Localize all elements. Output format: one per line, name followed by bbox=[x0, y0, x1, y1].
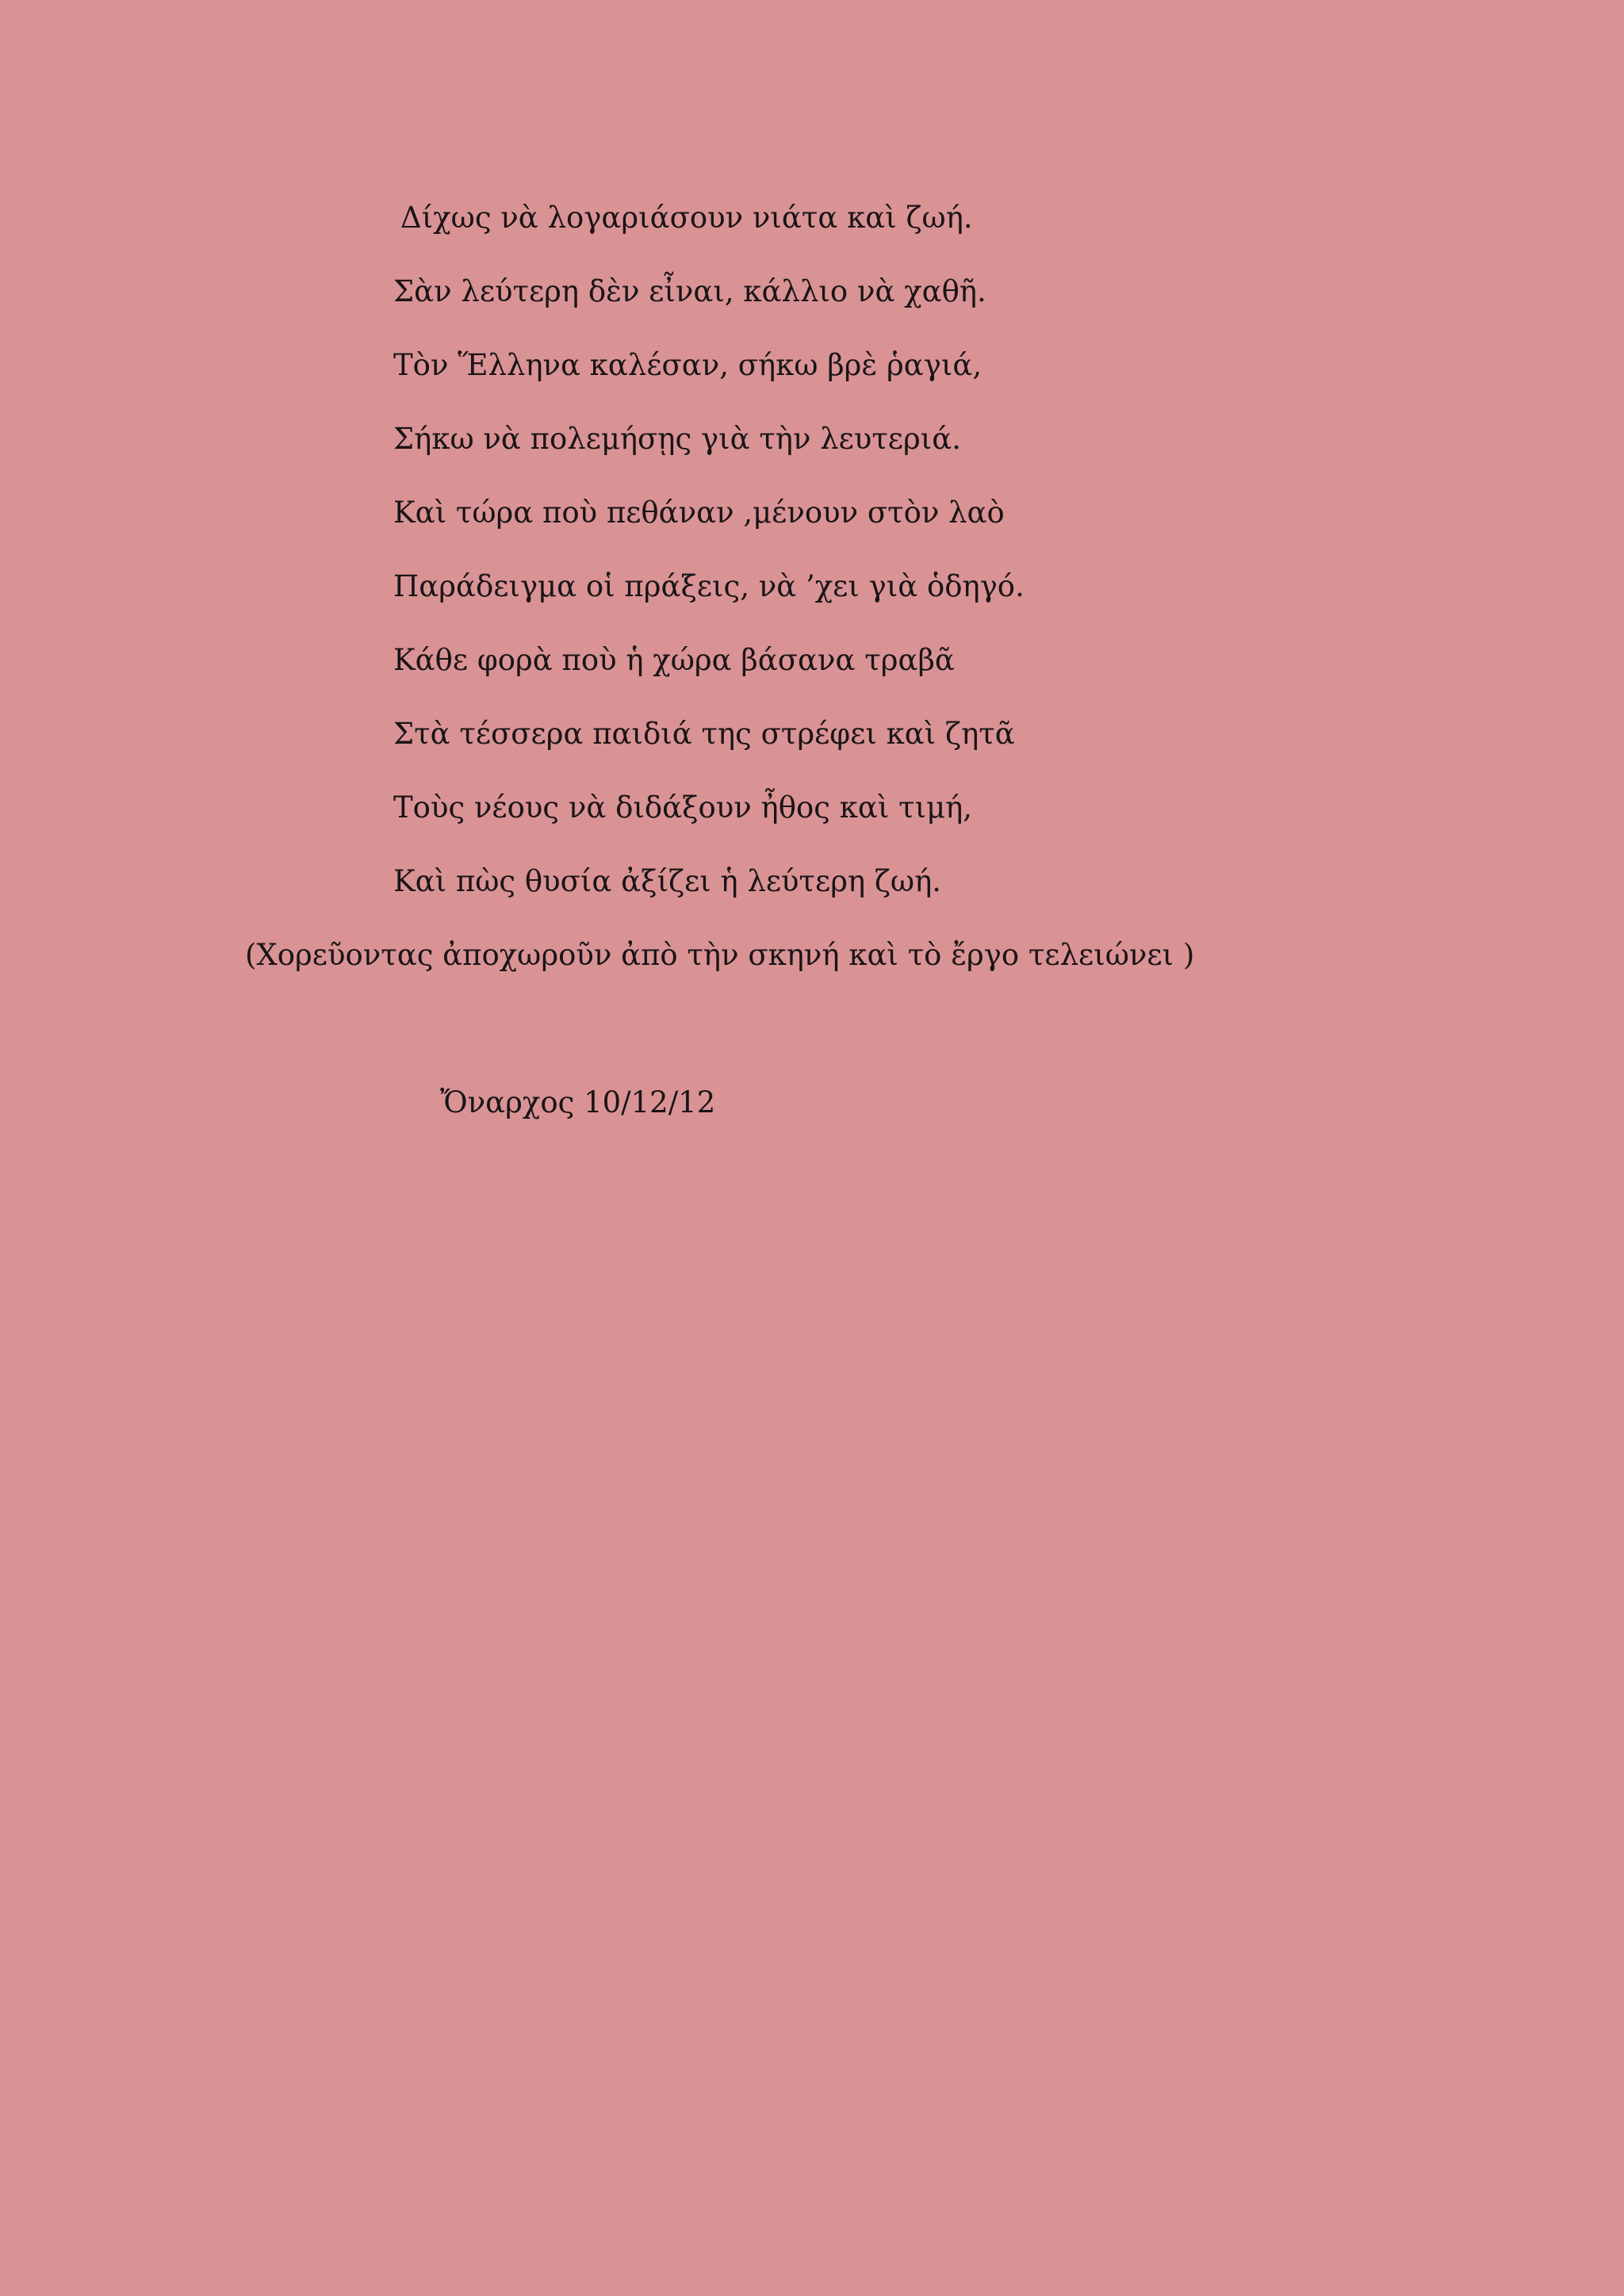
poem-line-3: Τὸν Ἕλληνα καλέσαν, σήκω βρὲ ῥαγιά, bbox=[393, 348, 982, 382]
poem-line-4: Σήκω νὰ πολεμήσῃς γιὰ τὴν λευτεριά. bbox=[393, 422, 961, 456]
poem-line-8: Στὰ τέσσερα παιδιά της στρέφει καὶ ζητᾶ bbox=[393, 717, 1015, 751]
poem-line-10: Καὶ πὼς θυσία ἀξίζει ἡ λεύτερη ζωή. bbox=[393, 864, 942, 898]
poem-line-5: Καὶ τώρα ποὺ πεθάναν ,μένουν στὸν λαὸ bbox=[393, 496, 1005, 530]
poem-line-2: Σὰν λεύτερη δὲν εἶναι, κάλλιο νὰ χαθῆ. bbox=[393, 274, 986, 308]
poem-line-9: Τοὺς νέους νὰ διδάξουν ἦθος καὶ τιμή, bbox=[393, 790, 973, 825]
poem-line-7: Κάθε φορὰ ποὺ ἡ χώρα βάσανα τραβᾶ bbox=[393, 643, 955, 677]
stage-direction: (Χορεῦοντας ἀποχωροῦν ἀπὸ τὴν σκηνή καὶ τὸ ἔργο τελειώνει ) bbox=[245, 938, 1195, 972]
poem-line-6: Παράδειγμα οἱ πράξεις, νὰ ’χει γιὰ ὁδηγό. bbox=[393, 569, 1025, 603]
poem-line-1: Δίχως νὰ λογαριάσουν νιάτα καὶ ζωή. bbox=[400, 201, 973, 235]
author-signature-date: Ὄναρχος 10/12/12 bbox=[440, 1085, 716, 1119]
